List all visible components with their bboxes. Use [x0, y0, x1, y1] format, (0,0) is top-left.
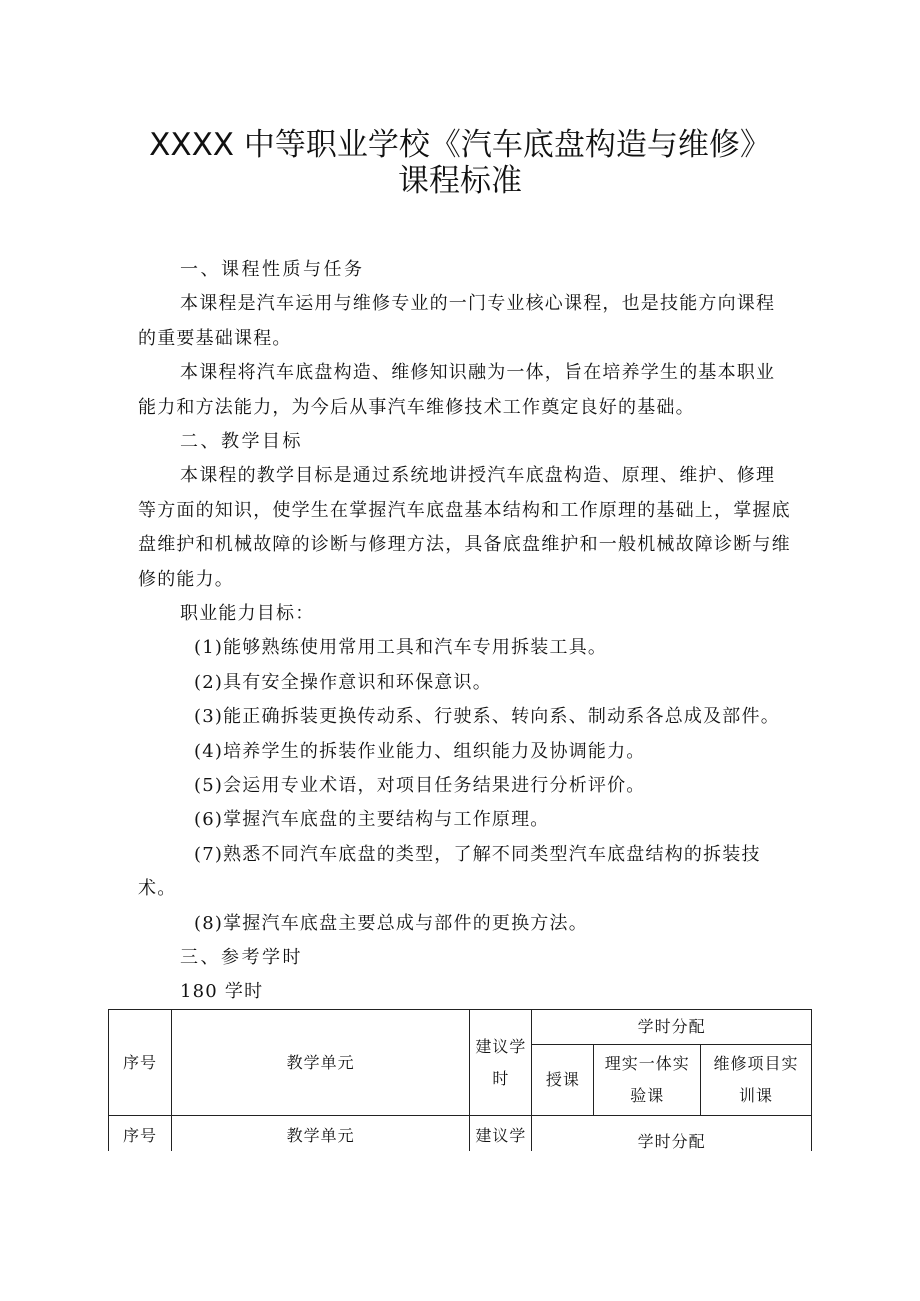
header-hours	[470, 1010, 532, 1116]
subheader-lab	[594, 1045, 701, 1116]
body-line: (4)培养学生的拆装作业能力、组织能力及协调能力。	[194, 740, 646, 762]
table-header-row	[109, 1010, 812, 1045]
body-line: 术。	[138, 878, 177, 900]
hours-table	[108, 1009, 812, 1164]
section-heading: 一、课程性质与任务	[180, 259, 365, 280]
body-line: 的重要基础课程。	[138, 327, 292, 349]
body-line: (8)掌握汽车底盘主要总成与部件的更换方法。	[194, 912, 588, 934]
subheader-lab-line-1: 理实一体实	[604, 1054, 690, 1073]
document-title-line-1: XXXX 中等职业学校《汽车底盘构造与维修》	[149, 127, 771, 163]
body-line: (7)熟悉不同汽车底盘的类型，了解不同类型汽车底盘结构的拆装技	[194, 843, 761, 865]
repeat-hours: 建议学	[470, 1116, 532, 1164]
body-line: 职业能力目标：	[180, 603, 315, 624]
subheader-practice	[701, 1045, 812, 1116]
subheader-lab-line-2: 验课	[630, 1086, 665, 1105]
body-line: (2)具有安全操作意识和环保意识。	[194, 671, 492, 693]
body-line: 等方面的知识，使学生在掌握汽车底盘基本结构和工作原理的基础上，掌握底	[138, 499, 791, 521]
body-line: 本课程将汽车底盘构造、维修知识融为一体，旨在培养学生的基本职业	[180, 362, 776, 384]
subheader-lecture: 授课	[532, 1045, 594, 1116]
header-alloc: 学时分配	[532, 1010, 812, 1045]
header-hours-line-2: 时	[492, 1068, 510, 1088]
body-line: 能力和方法能力，为今后从事汽车维修技术工作奠定良好的基础。	[138, 396, 695, 418]
subheader-practice-line-2: 训课	[739, 1086, 774, 1105]
repeat-alloc: 学时分配	[532, 1116, 812, 1164]
header-unit: 教学单元	[171, 1010, 470, 1116]
body-line: 盘维护和机械故障的诊断与修理方法，具备底盘维护和一般机械故障诊断与维	[138, 534, 791, 556]
body-line: (6)掌握汽车底盘的主要结构与工作原理。	[194, 809, 550, 831]
body-line: 180 学时	[180, 981, 264, 1003]
subheader-practice-line-1: 维修项目实	[713, 1054, 799, 1073]
body-line: (3)能正确拆装更换传动系、行驶系、转向系、制动系各总成及部件。	[194, 706, 780, 728]
repeat-unit: 教学单元	[171, 1116, 470, 1164]
header-no: 序号	[109, 1010, 172, 1116]
section-heading: 二、教学目标	[180, 431, 303, 452]
body-line: 本课程的教学目标是通过系统地讲授汽车底盘构造、原理、维护、修理	[180, 465, 776, 487]
body-line: 修的能力。	[138, 568, 234, 590]
body-line: 本课程是汽车运用与维修专业的一门专业核心课程，也是技能方向课程	[180, 293, 776, 315]
header-hours-line-1: 建议学	[475, 1036, 527, 1056]
document-title-line-2: 课程标准	[398, 163, 522, 199]
page-crop-mask	[100, 1151, 820, 1301]
section-heading: 三、参考学时	[180, 947, 303, 968]
body-line: (1)能够熟练使用常用工具和汽车专用拆装工具。	[194, 637, 608, 659]
body-line: (5)会运用专业术语，对项目任务结果进行分析评价。	[194, 775, 646, 796]
repeat-no: 序号	[109, 1116, 172, 1164]
